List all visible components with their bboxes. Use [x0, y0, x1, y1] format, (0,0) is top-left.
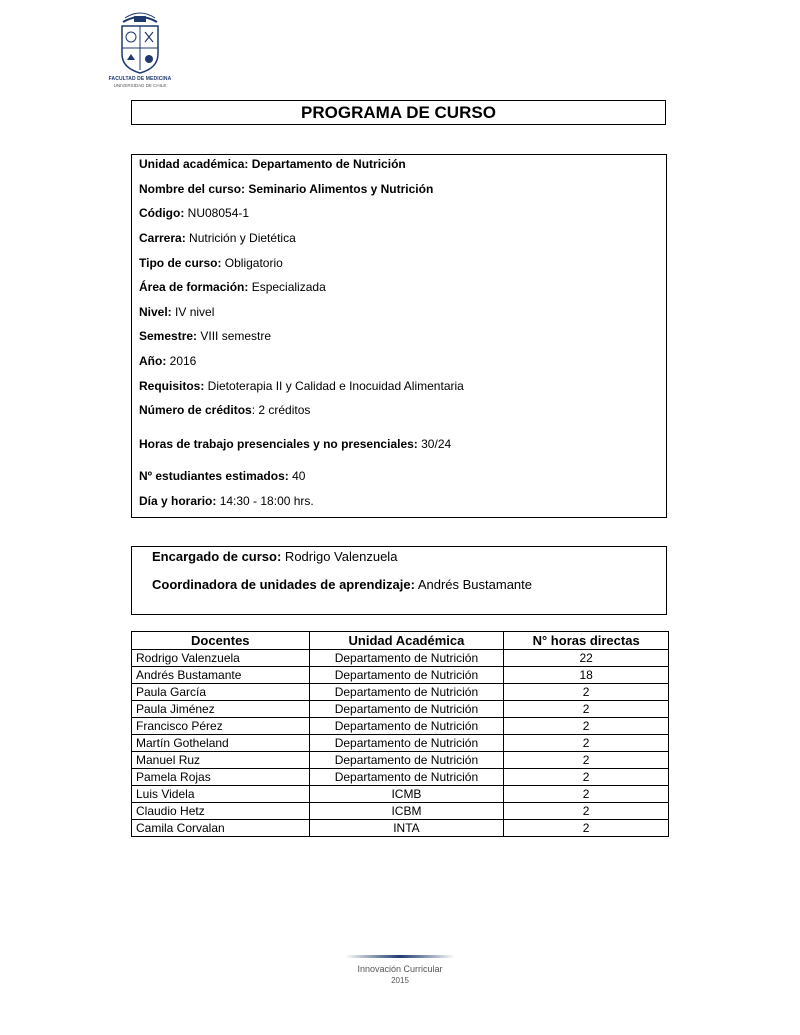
info-label: Nombre del curso: Seminario Alimentos y Nutrición: [139, 182, 434, 196]
unit-coordinator-value: Andrés Bustamante: [414, 577, 533, 592]
header-unidad: Unidad Académica: [309, 632, 504, 650]
teacher-name: Manuel Ruz: [132, 752, 310, 769]
teacher-hours: 2: [504, 769, 669, 786]
info-value: Dietoterapia II y Calidad e Inocuidad Alimentaria: [204, 379, 464, 393]
teacher-unit: Departamento de Nutrición: [309, 650, 504, 667]
teacher-hours: 2: [504, 701, 669, 718]
info-value: VIII semestre: [197, 329, 272, 343]
info-label: Tipo de curso:: [139, 256, 222, 270]
footer-divider: [345, 955, 455, 958]
info-hours: [139, 437, 451, 451]
teacher-unit: Departamento de Nutrición: [309, 667, 504, 684]
info-training-area: [139, 280, 326, 294]
unit-coordinator-label: Coordinadora de unidades de aprendizaje:: [152, 577, 415, 592]
table-row: [132, 786, 669, 803]
info-value: 40: [288, 469, 306, 483]
teacher-unit: Departamento de Nutrición: [309, 701, 504, 718]
table-header-row: [132, 632, 669, 650]
teacher-name: Claudio Hetz: [132, 803, 310, 820]
table-row: [132, 735, 669, 752]
teacher-name: Luis Videla: [132, 786, 310, 803]
teacher-unit: Departamento de Nutrición: [309, 769, 504, 786]
teacher-unit: ICBM: [309, 803, 504, 820]
header-docentes: Docentes: [132, 632, 310, 650]
teacher-hours: 2: [504, 684, 669, 701]
info-value: IV nivel: [171, 305, 215, 319]
teacher-unit: Departamento de Nutrición: [309, 752, 504, 769]
info-value: NU08054-1: [184, 206, 250, 220]
teacher-hours: 2: [504, 718, 669, 735]
info-label: Día y horario:: [139, 494, 217, 508]
table-row: [132, 820, 669, 837]
teacher-name: Rodrigo Valenzuela: [132, 650, 310, 667]
info-credits: [139, 403, 310, 417]
page-footer: [345, 955, 455, 985]
teacher-name: Andrés Bustamante: [132, 667, 310, 684]
info-label: Horas de trabajo presenciales y no presenciales:: [139, 437, 418, 451]
table-row: [132, 718, 669, 735]
course-staff-box: [131, 546, 667, 615]
teacher-unit: Departamento de Nutrición: [309, 684, 504, 701]
faculty-logo: [108, 8, 172, 94]
info-label: Carrera:: [139, 231, 186, 245]
info-label: Unidad académica: Departamento de Nutrición: [139, 157, 406, 171]
table-row: [132, 650, 669, 667]
table-row: [132, 752, 669, 769]
info-label: Código:: [139, 206, 185, 220]
teacher-hours: 22: [504, 650, 669, 667]
teacher-hours: 2: [504, 752, 669, 769]
info-label: Semestre:: [139, 329, 198, 343]
info-label: Nivel:: [139, 305, 172, 319]
info-value: 2016: [166, 354, 197, 368]
info-label: Requisitos:: [139, 379, 205, 393]
table-row: [132, 701, 669, 718]
info-value: 14:30 - 18:00 hrs.: [216, 494, 314, 508]
teacher-name: Francisco Pérez: [132, 718, 310, 735]
teacher-hours: 2: [504, 786, 669, 803]
footer-line-2: 2015: [391, 976, 409, 985]
table-row: [132, 803, 669, 820]
course-manager-label: Encargado de curso:: [152, 549, 282, 564]
logo-line-1: FACULTAD DE MEDICINA: [108, 76, 172, 82]
info-code: [139, 206, 249, 220]
teacher-name: Paula García: [132, 684, 310, 701]
info-students: [139, 469, 305, 483]
footer-line-1: Innovación Curricular: [357, 964, 443, 974]
header-horas: N° horas directas: [504, 632, 669, 650]
info-label: Nº estudiantes estimados:: [139, 469, 289, 483]
teacher-name: Paula Jiménez: [132, 701, 310, 718]
page-title: PROGRAMA DE CURSO: [131, 100, 666, 125]
info-course-type: [139, 256, 283, 270]
info-level: [139, 305, 214, 319]
teacher-name: Pamela Rojas: [132, 769, 310, 786]
info-value: 30/24: [417, 437, 452, 451]
table-row: [132, 667, 669, 684]
info-year: [139, 354, 196, 368]
info-label: Área de formación:: [139, 280, 249, 294]
info-academic-unit: [139, 157, 406, 171]
logo-line-2: UNIVERSIDAD DE CHILE: [113, 83, 167, 88]
table-row: [132, 769, 669, 786]
course-manager-value: Rodrigo Valenzuela: [281, 549, 398, 564]
info-value: Especializada: [248, 280, 326, 294]
unit-coordinator: [152, 577, 532, 592]
info-value: Nutrición y Dietética: [185, 231, 296, 245]
university-crest-icon: [117, 8, 163, 74]
teacher-unit: ICMB: [309, 786, 504, 803]
info-course-name: [139, 182, 433, 196]
info-career: [139, 231, 296, 245]
table-row: [132, 684, 669, 701]
course-info-box: [131, 154, 667, 518]
info-semester: [139, 329, 271, 343]
course-manager: [152, 549, 397, 564]
teacher-name: Martín Gotheland: [132, 735, 310, 752]
teacher-unit: Departamento de Nutrición: [309, 735, 504, 752]
teachers-table: [131, 631, 669, 837]
teacher-hours: 2: [504, 803, 669, 820]
info-schedule: [139, 494, 314, 508]
teacher-hours: 18: [504, 667, 669, 684]
info-value: Obligatorio: [221, 256, 283, 270]
info-label: Año:: [139, 354, 167, 368]
teacher-name: Camila Corvalan: [132, 820, 310, 837]
info-value: : 2 créditos: [251, 403, 311, 417]
teacher-unit: INTA: [309, 820, 504, 837]
info-requirements: [139, 379, 464, 393]
info-label: Número de créditos: [139, 403, 252, 417]
teacher-hours: 2: [504, 820, 669, 837]
teacher-hours: 2: [504, 735, 669, 752]
teacher-unit: Departamento de Nutrición: [309, 718, 504, 735]
